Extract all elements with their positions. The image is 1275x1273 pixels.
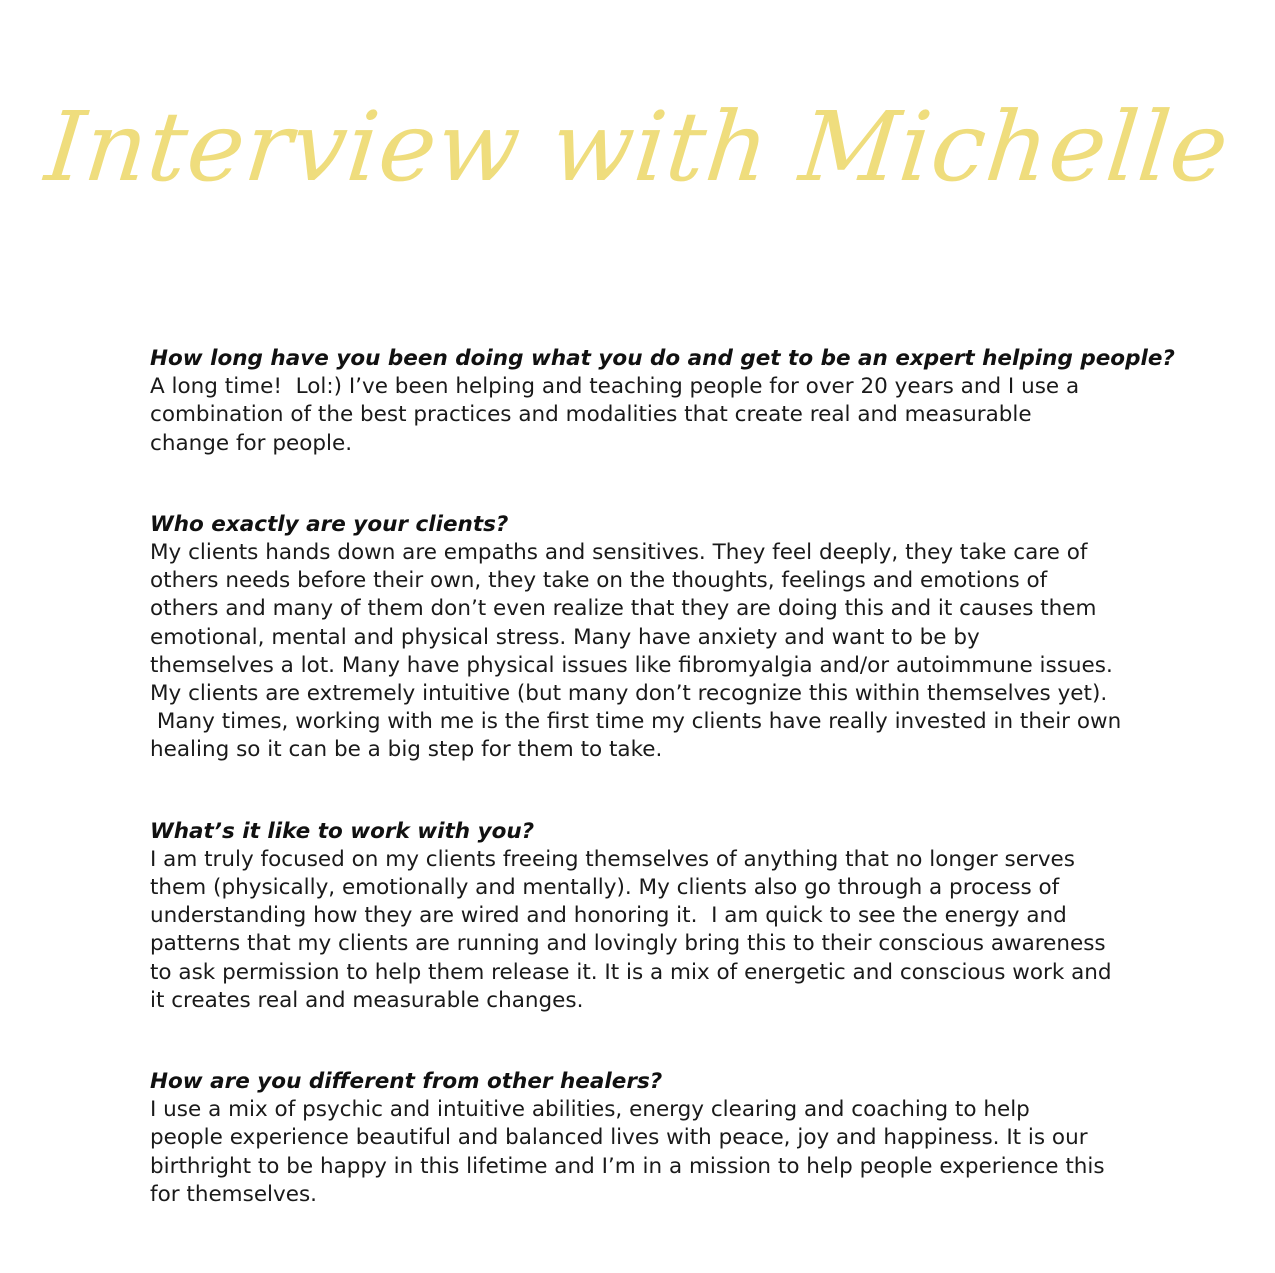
answer-line: Many times, working with me is the first time my clients have really invested in their own <box>150 709 1122 735</box>
answer-line: patterns that my clients are running and lovingly bring this to their conscious awareness <box>150 931 1106 957</box>
answer-line: My clients hands down are empaths and sensitives. They feel deeply, they take care of <box>150 540 1088 566</box>
answer-line: change for people. <box>150 430 353 456</box>
answer-line: birthright to be happy in this lifetime and I’m in a mission to help people experience this <box>150 1153 1105 1179</box>
qa-block-experience <box>150 345 1175 458</box>
answer-line: combination of the best practices and modalities that create real and measurable <box>150 402 1032 428</box>
question-heading: What’s it like to work with you? <box>150 818 535 844</box>
page-title: Interview with Michelle <box>40 91 1235 203</box>
answer-line: My clients are extremely intuitive (but many don’t recognize this within themselves yet). <box>150 681 1108 707</box>
qa-block-difference <box>150 1068 1140 1209</box>
interview-content <box>150 345 1175 1262</box>
answer-paragraph <box>150 539 1140 765</box>
answer-line: themselves a lot. Many have physical issues like fibromyalgia and/or autoimmune issues. <box>150 652 1113 678</box>
answer-line: I use a mix of psychic and intuitive abilities, energy clearing and coaching to help <box>150 1097 1030 1123</box>
answer-paragraph <box>150 1096 1140 1209</box>
answer-line: others and many of them don’t even realize that they are doing this and it causes them <box>150 596 1097 622</box>
answer-line: to ask permission to help them release it. It is a mix of energetic and conscious work and <box>150 959 1112 985</box>
answer-paragraph <box>150 846 1140 1015</box>
answer-line: A long time! Lol:) I’ve been helping and teaching people for over 20 years and I use a <box>150 374 1080 400</box>
qa-block-clients <box>150 511 1140 765</box>
answer-line: it creates real and measurable changes. <box>150 987 584 1013</box>
answer-line: others needs before their own, they take on the thoughts, feelings and emotions of <box>150 568 1048 594</box>
answer-line: them (physically, emotionally and mentally). My clients also go through a process of <box>150 875 1060 901</box>
question-heading: Who exactly are your clients? <box>150 511 509 537</box>
answer-line: people experience beautiful and balanced lives with peace, joy and happiness. It is our <box>150 1125 1088 1151</box>
answer-paragraph <box>150 373 1140 458</box>
answer-line: I am truly focused on my clients freeing themselves of anything that no longer serves <box>150 846 1075 872</box>
answer-line: emotional, mental and physical stress. Many have anxiety and want to be by <box>150 624 980 650</box>
question-heading: How are you different from other healers? <box>150 1069 663 1095</box>
answer-line: for themselves. <box>150 1181 318 1207</box>
answer-line: healing so it can be a big step for them to take. <box>150 737 663 763</box>
answer-line: understanding how they are wired and honoring it. I am quick to see the energy and <box>150 903 1067 929</box>
question-heading: How long have you been doing what you do and get to be an expert helping people? <box>150 346 1175 371</box>
qa-block-working <box>150 818 1140 1015</box>
